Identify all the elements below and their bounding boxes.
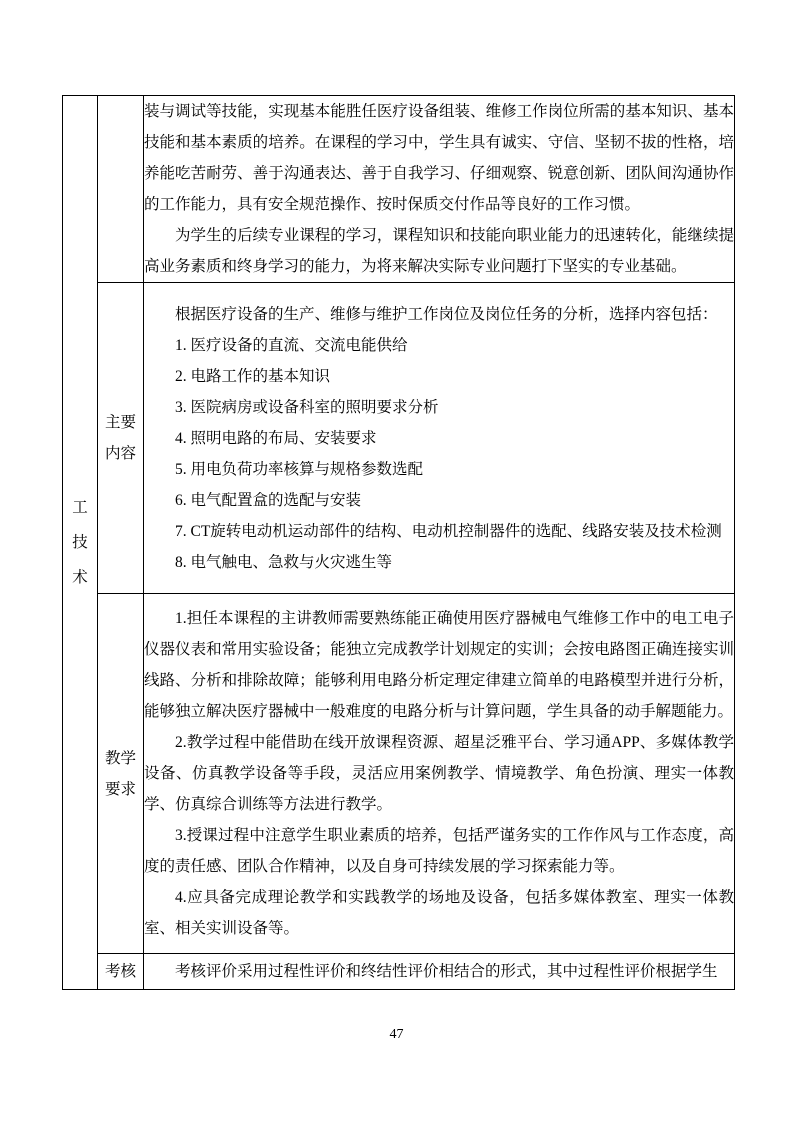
row-label-cell [98,594,144,954]
paragraph: 考核评价采用过程性评价和终结性评价相结合的形式，其中过程性评价根据学生 [175,963,718,980]
row-label-cell [98,954,144,990]
table-row [63,954,735,990]
paragraph: 1. 医疗设备的直流、交流电能供给 [175,336,408,354]
row-label-cell [98,96,144,283]
content-cell [144,96,735,283]
paragraph: 3. 医院病房或设备科室的照明要求分析 [175,398,439,416]
paragraph: 2.教学过程中能借助在线开放课程资源、超星泛雅平台、学习通APP、多媒体教学设备、仿真教学设备等手段，灵活应用案例教学、情境教学、角色扮演、理实一体教学、仿真综合训练等方法进行教学。 [144,734,734,813]
paragraph: 1.担任本课程的主讲教师需要熟练能正确使用医疗器械电气维修工作中的电工电子仪器仪表和常用实验设备；能独立完成教学计划规定的实训；会按电路图正确连接实训线路、分析和排除故障；能够利用电路分析定理定律建立简单的电路模型并进行分析，能够独立解决医疗器械中一般难度的电路分析与计算问题，学生具备的动手解题能力。 [144,610,734,720]
paragraph: 根据医疗设备的生产、维修与维护工作岗位及岗位任务的分析，选择内容包括： [175,305,718,323]
row-label-cell [98,283,144,594]
paragraph: 装与调试等技能，实现基本能胜任医疗设备组装、维修工作岗位所需的基本知识、基本技能和基本素质的培养。在课程的学习中，学生具有诚实、守信、坚韧不拔的性格，培养能吃苦耐劳、善于沟通表达、善于自我学习、仔细观察、锐意创新、团队间沟通协作的工作能力，具有安全规范操作、按时保质交付作品等良好的工作习惯。 [144,103,734,213]
paragraph: 7. CT旋转电动机运动部件的结构、电动机控制器件的选配、线路安装及技术检测 [175,522,722,540]
content-cell [144,283,735,594]
paragraph: 6. 电气配置盒的选配与安装 [175,491,362,509]
category-cell [63,96,98,990]
page-number: 47 [389,1027,404,1042]
paragraph: 为学生的后续专业课程的学习，课程知识和技能向职业能力的迅速转化，能继续提高业务素质和终身学习的能力，为将来解决实际专业问题打下坚实的专业基础。 [144,227,734,275]
table-row [63,96,735,283]
paragraph: 4.应具备完成理论教学和实践教学的场地及设备，包括多媒体教室、理实一体教室、相关实训设备等。 [144,889,734,937]
paragraph: 3.授课过程中注意学生职业素质的培养，包括严谨务实的工作作风与工作态度，高度的责任感、团队合作精神，以及自身可持续发展的学习探索能力等。 [144,827,734,875]
paragraph: 5. 用电负荷功率核算与规格参数选配 [175,460,424,478]
paragraph: 8. 电气触电、急救与火灾逃生等 [175,553,393,571]
row-label: 考核 [105,963,137,980]
content-cell [144,954,735,990]
row-label: 主要内容 [105,414,137,462]
table-row [63,594,735,954]
table-row [63,283,735,594]
category-label: 工技术 [72,499,88,586]
syllabus-table [62,95,735,990]
paragraph: 4. 照明电路的布局、安装要求 [175,429,377,447]
paragraph: 2. 电路工作的基本知识 [175,367,331,385]
content-cell [144,594,735,954]
row-label: 教学要求 [105,749,137,798]
